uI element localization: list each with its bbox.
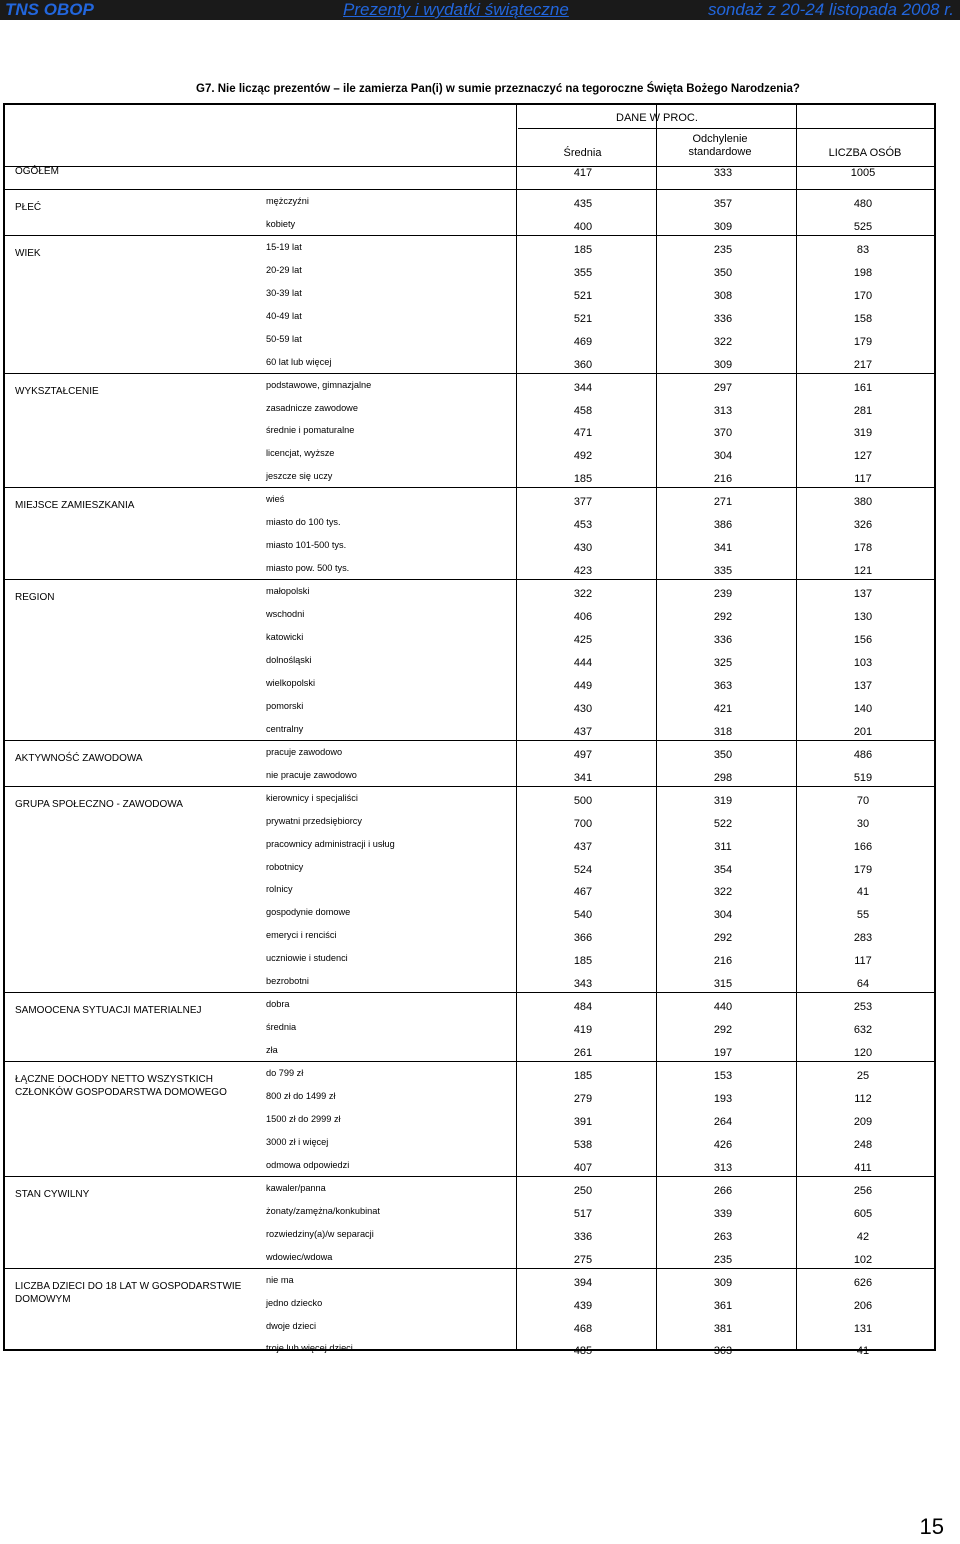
- row-value: 170: [853, 289, 873, 302]
- row-value: 178: [853, 542, 873, 555]
- row-value: 103: [853, 656, 873, 669]
- row-value: 521: [573, 312, 593, 325]
- row-label: uczniowie i studenci: [266, 953, 348, 964]
- row-value: 363: [713, 679, 733, 692]
- row-value: 336: [713, 634, 733, 646]
- row-label: bezrobotni: [266, 976, 309, 987]
- row-label: 40-49 lat: [266, 310, 302, 321]
- group-label: MIEJSCE ZAMIESZKANIA: [15, 500, 135, 512]
- row-label: miasto do 100 tys.: [266, 517, 341, 528]
- row-value: 354: [713, 863, 733, 876]
- row-value: 304: [713, 909, 733, 922]
- row-value: 406: [573, 611, 593, 624]
- row-value: 153: [713, 1070, 733, 1083]
- row-label: wieś: [266, 494, 285, 505]
- row-label: kobiety: [266, 218, 296, 229]
- row-value: 407: [573, 1161, 593, 1174]
- group-divider: [5, 786, 936, 787]
- row-value: 206: [853, 1299, 873, 1312]
- row-value: 377: [573, 496, 593, 509]
- row-value: 261: [573, 1047, 593, 1060]
- row-value: 319: [853, 427, 873, 440]
- row-value: 355: [573, 266, 593, 279]
- row-value: 444: [573, 656, 593, 669]
- row-value: 341: [573, 771, 593, 784]
- group-divider: [5, 373, 936, 374]
- row-value: 467: [573, 886, 593, 899]
- row-value: 453: [573, 519, 593, 532]
- row-label: dwoje dzieci: [266, 1320, 317, 1331]
- column-header-stddev: Odchylenie standardowe: [688, 133, 752, 158]
- row-label: 60 lat lub więcej: [266, 356, 332, 367]
- row-value: 363: [713, 1345, 733, 1358]
- row-value: 179: [853, 335, 873, 348]
- row-label: licencjat, wyższe: [266, 448, 335, 459]
- row-value: 421: [713, 702, 733, 715]
- row-value: 216: [713, 473, 733, 486]
- row-label: centralny: [266, 723, 304, 734]
- row-value: 394: [573, 1276, 593, 1289]
- row-value: 256: [853, 1184, 873, 1197]
- row-label: kierownicy i specjaliści: [266, 792, 358, 803]
- row-label: rozwiedziny(a)/w separacji: [266, 1228, 374, 1239]
- report-title-link[interactable]: Prezenty i wydatki świąteczne: [343, 0, 569, 19]
- row-label: 50-59 lat: [266, 333, 302, 344]
- overall-value: 1005: [850, 167, 876, 179]
- row-label: katowicki: [266, 632, 304, 642]
- row-value: 632: [853, 1024, 873, 1037]
- row-label: podstawowe, gimnazjalne: [266, 379, 372, 390]
- row-value: 304: [713, 450, 733, 463]
- row-label: do 799 zł: [266, 1068, 304, 1079]
- row-label: 30-39 lat: [266, 287, 302, 298]
- row-label: 3000 zł i więcej: [266, 1136, 329, 1147]
- row-value: 468: [573, 1322, 593, 1335]
- row-value: 435: [573, 197, 593, 210]
- group-divider: [5, 579, 936, 580]
- row-value: 500: [573, 794, 593, 807]
- row-value: 339: [713, 1207, 733, 1220]
- row-value: 275: [573, 1253, 593, 1266]
- row-label: rolnicy: [266, 884, 293, 895]
- row-value: 198: [853, 266, 873, 279]
- row-value: 471: [573, 427, 593, 440]
- row-value: 366: [573, 932, 593, 945]
- row-value: 281: [853, 404, 873, 417]
- row-value: 469: [573, 335, 593, 348]
- group-label: AKTYWNOŚĆ ZAWODOWA: [15, 752, 143, 764]
- row-value: 185: [573, 955, 593, 968]
- row-value: 430: [573, 542, 593, 555]
- row-value: 315: [713, 978, 733, 991]
- row-value: 70: [856, 794, 870, 807]
- row-value: 271: [713, 496, 733, 509]
- row-value: 64: [856, 978, 870, 991]
- row-value: 166: [853, 840, 873, 853]
- row-label: żonaty/zamężna/konkubinat: [266, 1205, 380, 1216]
- row-value: 335: [713, 565, 733, 578]
- group-divider: [5, 487, 936, 488]
- row-value: 341: [713, 542, 733, 555]
- row-label: jedno dziecko: [266, 1297, 323, 1308]
- row-value: 540: [573, 909, 593, 922]
- question-title: G7. Nie licząc prezentów – ile zamierza Pan(i) w sumie przeznaczyć na tegoroczne Święta Bożego Narodzenia?: [196, 83, 800, 95]
- row-label: średnia: [266, 1022, 297, 1033]
- row-value: 322: [713, 335, 733, 348]
- row-value: 42: [856, 1230, 870, 1243]
- row-label: wdowiec/wdowa: [266, 1251, 333, 1262]
- group-divider: [5, 235, 936, 236]
- row-value: 343: [573, 978, 593, 991]
- row-label: emeryci i renciści: [266, 930, 337, 941]
- row-value: 626: [853, 1276, 873, 1289]
- column-divider: [516, 105, 517, 1349]
- row-label: 15-19 lat: [266, 241, 302, 252]
- row-value: 391: [573, 1115, 593, 1128]
- unit-label: DANE W PROC.: [616, 112, 698, 124]
- row-value: 492: [573, 450, 593, 463]
- group-divider: [5, 992, 936, 993]
- row-value: 480: [853, 197, 873, 210]
- row-value: 117: [854, 955, 872, 968]
- row-value: 216: [713, 955, 733, 968]
- row-value: 25: [856, 1070, 870, 1083]
- row-value: 525: [853, 220, 873, 233]
- row-value: 357: [713, 197, 733, 210]
- row-value: 239: [713, 588, 733, 601]
- row-value: 419: [573, 1024, 593, 1037]
- row-value: 292: [713, 1024, 733, 1037]
- row-value: 524: [573, 863, 593, 876]
- row-value: 485: [573, 1345, 593, 1358]
- row-value: 248: [853, 1138, 873, 1151]
- row-value: 102: [853, 1253, 873, 1266]
- row-value: 235: [713, 1253, 733, 1266]
- row-value: 117: [854, 473, 872, 486]
- row-value: 201: [853, 725, 873, 738]
- row-label: gospodynie domowe: [266, 907, 351, 918]
- row-value: 519: [853, 771, 873, 784]
- overall-label: OGÓŁEM: [15, 166, 59, 177]
- page-number: 15: [919, 1514, 944, 1539]
- row-value: 309: [713, 358, 733, 371]
- row-value: 426: [713, 1138, 733, 1151]
- row-value: 437: [573, 840, 593, 853]
- row-label: 1500 zł do 2999 zł: [266, 1113, 341, 1124]
- overall-value: 333: [713, 167, 733, 179]
- group-label: STAN CYWILNY: [15, 1188, 90, 1200]
- row-value: 83: [856, 243, 870, 256]
- row-value: 292: [713, 932, 733, 945]
- header-divider: [518, 128, 936, 129]
- row-label: kawaler/panna: [266, 1182, 326, 1193]
- row-value: 313: [713, 404, 733, 417]
- row-value: 41: [856, 886, 870, 899]
- row-value: 298: [713, 771, 733, 784]
- row-value: 522: [713, 817, 733, 830]
- row-value: 700: [573, 817, 593, 830]
- row-label: troje lub więcej dzieci: [266, 1343, 353, 1354]
- row-value: 336: [713, 312, 733, 325]
- row-label: dolnośląski: [266, 654, 312, 665]
- row-value: 217: [853, 358, 873, 371]
- row-value: 112: [854, 1093, 872, 1105]
- row-value: 156: [853, 634, 873, 646]
- column-header-count: LICZBA OSÓB: [828, 147, 902, 159]
- group-divider: [5, 1268, 936, 1269]
- row-value: 297: [713, 381, 733, 394]
- row-value: 283: [853, 932, 873, 945]
- row-label: pracuje zawodowo: [266, 746, 343, 757]
- row-value: 253: [853, 1001, 873, 1014]
- row-label: 20-29 lat: [266, 264, 302, 275]
- row-value: 361: [713, 1299, 733, 1312]
- row-label: jeszcze się uczy: [266, 471, 333, 482]
- row-value: 158: [853, 312, 873, 325]
- row-value: 308: [713, 289, 733, 302]
- survey-date: sondaż z 20-24 listopada 2008 r.: [707, 0, 954, 19]
- row-value: 185: [573, 243, 593, 256]
- row-value: 437: [573, 725, 593, 738]
- row-value: 484: [573, 1001, 593, 1014]
- group-divider: [5, 189, 936, 190]
- row-value: 266: [713, 1184, 733, 1197]
- group-label: WYKSZTAŁCENIE: [15, 385, 99, 397]
- row-value: 121: [853, 565, 873, 578]
- row-value: 381: [713, 1322, 733, 1335]
- row-value: 131: [853, 1322, 873, 1335]
- column-header-mean: Średnia: [563, 147, 602, 159]
- row-value: 292: [713, 611, 733, 624]
- row-value: 380: [853, 496, 873, 509]
- row-value: 411: [854, 1161, 872, 1174]
- row-value: 130: [853, 611, 873, 624]
- row-value: 370: [713, 427, 733, 440]
- row-label: średnie i pomaturalne: [266, 425, 355, 436]
- group-label: PŁEĆ: [15, 201, 42, 213]
- row-value: 350: [713, 748, 733, 761]
- row-label: zasadnicze zawodowe: [266, 402, 358, 413]
- row-value: 458: [573, 404, 593, 417]
- group-label: SAMOOCENA SYTUACJI MATERIALNEJ: [15, 1005, 202, 1017]
- row-value: 309: [713, 1276, 733, 1289]
- row-label: odmowa odpowiedzi: [266, 1159, 350, 1170]
- row-value: 449: [573, 679, 593, 692]
- row-value: 336: [573, 1230, 593, 1243]
- row-value: 313: [713, 1161, 733, 1174]
- row-label: nie ma: [266, 1274, 294, 1285]
- row-value: 538: [573, 1138, 593, 1151]
- row-label: pracownicy administracji i usług: [266, 838, 395, 849]
- row-label: prywatni przedsiębiorcy: [266, 815, 362, 826]
- row-label: pomorski: [266, 700, 304, 711]
- group-divider: [5, 1061, 936, 1062]
- row-value: 318: [713, 725, 733, 738]
- row-value: 319: [713, 794, 733, 807]
- row-value: 55: [856, 909, 870, 922]
- row-value: 486: [853, 748, 873, 761]
- row-value: 400: [573, 220, 593, 233]
- row-value: 386: [713, 519, 733, 532]
- group-label: WIEK: [15, 247, 41, 259]
- row-value: 350: [713, 266, 733, 279]
- row-value: 605: [853, 1207, 873, 1220]
- overall-value: 417: [573, 167, 593, 179]
- row-value: 185: [573, 1070, 593, 1083]
- row-value: 322: [713, 886, 733, 899]
- group-divider: [5, 1176, 936, 1177]
- column-divider: [796, 105, 797, 1349]
- company-name: TNS OBOP: [5, 0, 94, 19]
- row-value: 439: [573, 1299, 593, 1312]
- group-divider: [5, 740, 936, 741]
- row-label: zła: [266, 1045, 278, 1056]
- row-value: 137: [853, 588, 873, 601]
- row-label: 800 zł do 1499 zł: [266, 1091, 336, 1101]
- row-value: 30: [856, 817, 870, 830]
- row-label: miasto 101-500 tys.: [266, 540, 347, 551]
- row-value: 41: [856, 1345, 870, 1358]
- row-value: 311: [714, 840, 732, 853]
- row-value: 497: [573, 748, 593, 761]
- row-label: małopolski: [266, 586, 310, 597]
- row-value: 137: [853, 679, 873, 692]
- group-label: REGION: [15, 592, 55, 604]
- row-value: 322: [573, 588, 593, 601]
- document-header: [0, 0, 960, 20]
- row-value: 263: [713, 1230, 733, 1243]
- row-value: 250: [573, 1184, 593, 1197]
- row-value: 120: [853, 1047, 873, 1060]
- row-value: 197: [713, 1047, 733, 1060]
- row-value: 326: [853, 519, 873, 532]
- row-label: wielkopolski: [266, 677, 316, 688]
- row-value: 440: [713, 1001, 733, 1014]
- row-value: 264: [713, 1115, 733, 1128]
- row-value: 517: [573, 1207, 593, 1220]
- row-value: 344: [573, 381, 593, 394]
- group-label: GRUPA SPOŁECZNO - ZAWODOWA: [15, 798, 183, 810]
- row-value: 309: [713, 220, 733, 233]
- row-label: mężczyźni: [266, 195, 309, 206]
- row-label: robotnicy: [266, 861, 304, 872]
- row-value: 423: [573, 565, 593, 578]
- row-value: 235: [713, 243, 733, 256]
- row-value: 430: [573, 702, 593, 715]
- row-value: 193: [713, 1093, 733, 1105]
- row-value: 161: [853, 381, 873, 394]
- row-label: miasto pow. 500 tys.: [266, 563, 350, 574]
- row-value: 360: [573, 358, 593, 371]
- row-value: 209: [853, 1115, 873, 1128]
- row-label: wschodni: [266, 609, 305, 620]
- row-value: 127: [853, 450, 873, 463]
- row-value: 140: [853, 702, 873, 715]
- row-value: 179: [853, 863, 873, 876]
- group-label: LICZBA DZIECI DO 18 LAT W GOSPODARSTWIE DOMOWYM: [15, 1280, 242, 1305]
- row-value: 521: [573, 289, 593, 302]
- group-label: ŁĄCZNE DOCHODY NETTO WSZYSTKICH CZŁONKÓW GOSPODARSTWA DOMOWEGO: [15, 1074, 227, 1099]
- row-value: 185: [573, 473, 593, 486]
- column-divider: [656, 105, 657, 1349]
- row-label: nie pracuje zawodowo: [266, 769, 357, 780]
- row-value: 325: [713, 656, 733, 669]
- row-value: 425: [573, 634, 593, 646]
- row-value: 279: [573, 1093, 593, 1105]
- row-label: dobra: [266, 999, 290, 1010]
